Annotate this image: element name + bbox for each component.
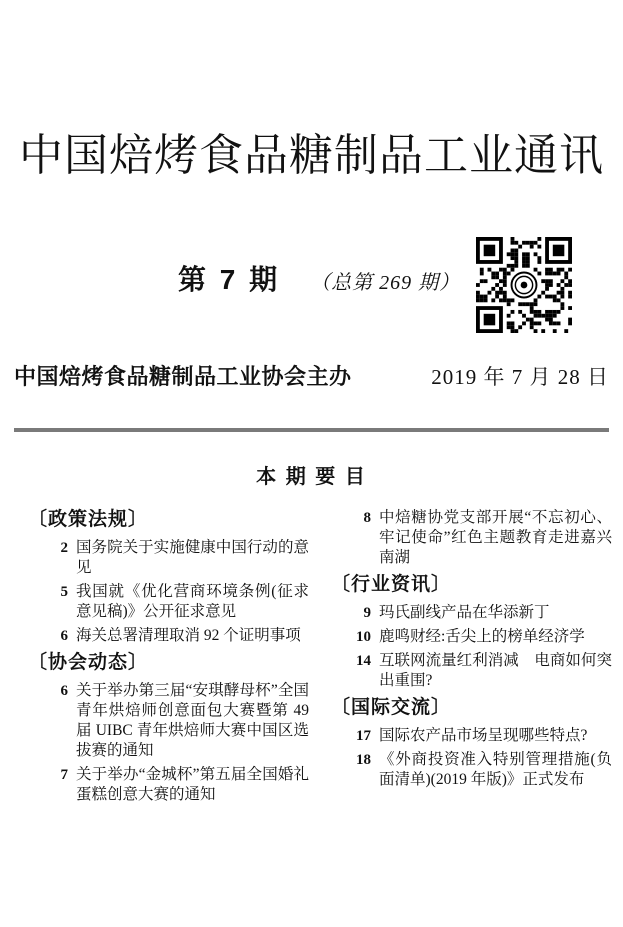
toc-page-number: 14: [356, 653, 371, 669]
toc-page-number: 7: [60, 767, 68, 783]
toc-item: [28, 626, 309, 646]
toc-group-association-news-continued: [331, 508, 612, 568]
toc-item: [331, 651, 612, 691]
page-title: 中国焙烤食品糖制品工业通讯: [19, 131, 604, 180]
issue-row: [178, 258, 460, 298]
toc-item: [331, 508, 612, 568]
toc-item-title: 鹿鸣财经:舌尖上的榜单经济学: [379, 628, 585, 645]
toc-item: [28, 582, 309, 622]
toc-page-number: 5: [60, 584, 68, 600]
toc-heading: 本 期 要 目: [256, 466, 367, 488]
issue-number: 第 7 期: [178, 264, 281, 295]
toc-item-title: 中焙糖协党支部开展“不忘初心、牢记使命”红色主题教育走进嘉兴南湖: [379, 509, 612, 566]
toc-item: [331, 726, 612, 746]
toc-item: [28, 765, 309, 805]
toc-item-title: 关于举办第三届“安琪酵母杯”全国青年烘焙师创意面包大赛暨第 49 届 UIBC 青年烘焙师大赛中国区选拔赛的通知: [76, 682, 309, 759]
toc-page-number: 2: [60, 540, 68, 556]
table-of-contents: [28, 508, 612, 809]
qr-code-icon: [476, 237, 572, 333]
toc-page-number: 6: [60, 683, 68, 699]
toc-right-column: [331, 508, 612, 809]
toc-group-industry-info: [331, 573, 612, 691]
toc-page-number: 17: [356, 728, 371, 744]
toc-item-title: 我国就《优化营商环境条例(征求意见稿)》公开征求意见: [76, 583, 309, 620]
toc-group-association-news: [28, 651, 309, 805]
toc-item: [28, 681, 309, 761]
toc-item-title: 玛氏副线产品在华添新丁: [379, 604, 550, 621]
toc-section-header: 〔政策法规〕: [28, 509, 149, 530]
publisher: 中国焙烤食品糖制品工业协会主办: [14, 364, 352, 389]
toc-item-title: 《外商投资准入特别管理措施(负面清单)(2019 年版)》正式发布: [379, 751, 612, 788]
toc-item-title: 互联网流量红利消减 电商如何突出重围?: [379, 652, 612, 689]
toc-group-international-exchange: [331, 696, 612, 790]
toc-group-policy: [28, 508, 309, 646]
toc-item: [331, 750, 612, 790]
toc-page-number: 9: [363, 605, 371, 621]
toc-section-header: 〔国际交流〕: [331, 697, 452, 718]
toc-page-number: 10: [356, 629, 371, 645]
toc-section-header: 〔行业资讯〕: [331, 574, 452, 595]
toc-page-number: 18: [356, 752, 371, 768]
toc-page-number: 6: [60, 628, 68, 644]
horizontal-divider: [14, 428, 609, 432]
toc-item: [331, 603, 612, 623]
issue-cumulative-number: （总第 269 期）: [310, 272, 461, 294]
toc-item-title: 国务院关于实施健康中国行动的意见: [76, 539, 309, 576]
publisher-row: [14, 360, 609, 391]
toc-item: [28, 538, 309, 578]
toc-item-title: 海关总署清理取消 92 个证明事项: [76, 627, 301, 644]
toc-section-header: 〔协会动态〕: [28, 652, 149, 673]
toc-left-column: [28, 508, 309, 809]
toc-item-title: 关于举办“金城杯”第五届全国婚礼蛋糕创意大赛的通知: [76, 766, 309, 803]
toc-page-number: 8: [363, 510, 371, 526]
toc-item-title: 国际农产品市场呈现哪些特点?: [379, 727, 588, 744]
publish-date: 2019 年 7 月 28 日: [431, 365, 609, 389]
toc-item: [331, 627, 612, 647]
